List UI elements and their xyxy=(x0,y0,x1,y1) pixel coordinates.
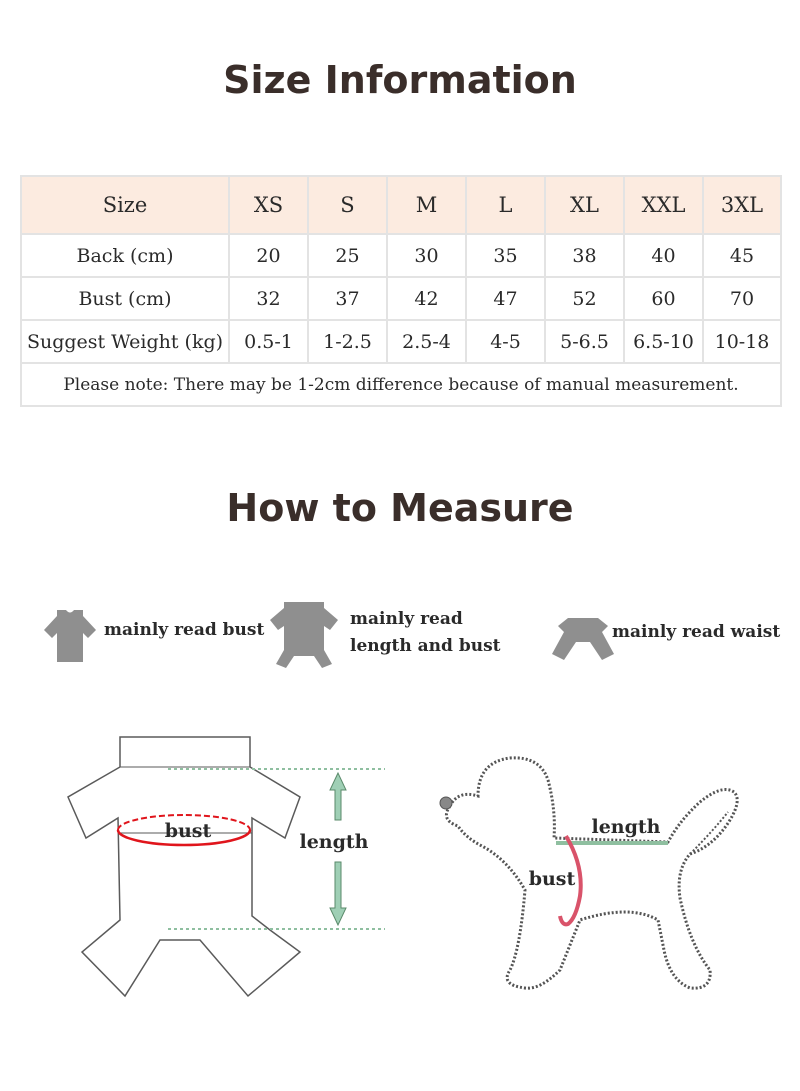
table-cell: 30 xyxy=(387,234,466,277)
header-cell: XS xyxy=(229,176,308,234)
legend-label-bust: mainly read bust xyxy=(104,620,265,640)
table-row xyxy=(21,234,781,277)
garment-length-label: length xyxy=(299,831,369,853)
header-cell: XXL xyxy=(624,176,703,234)
header-cell: L xyxy=(466,176,545,234)
table-row xyxy=(21,277,781,320)
table-cell: 60 xyxy=(624,277,703,320)
table-cell: 35 xyxy=(466,234,545,277)
table-cell: 20 xyxy=(229,234,308,277)
length-arrow-up xyxy=(330,773,346,820)
dog-length-label: length xyxy=(591,816,661,838)
dog-bust-label: bust xyxy=(528,868,576,890)
table-cell: 45 xyxy=(703,234,781,277)
jumpsuit-icon xyxy=(266,600,342,670)
table-cell: 37 xyxy=(308,277,387,320)
table-cell: 70 xyxy=(703,277,781,320)
table-cell: 1-2.5 xyxy=(308,320,387,363)
table-cell: 32 xyxy=(229,277,308,320)
garment-diagram xyxy=(68,737,385,996)
header-cell: S xyxy=(308,176,387,234)
legend-label-length-bust: mainly read length and bust xyxy=(350,609,501,656)
dog-nose-icon xyxy=(440,797,452,809)
vest-icon xyxy=(42,608,98,664)
note-row xyxy=(21,363,781,406)
legend-label-waist: mainly read waist xyxy=(612,622,781,642)
table-cell: 0.5-1 xyxy=(229,320,308,363)
header-cell: 3XL xyxy=(703,176,781,234)
garment-bust-label: bust xyxy=(164,820,212,842)
size-table xyxy=(20,175,782,407)
measurement-note: Please note: There may be 1-2cm difference because of manual measurement. xyxy=(21,363,781,406)
row-label: Bust (cm) xyxy=(21,277,229,320)
dog-diagram xyxy=(440,758,737,988)
measurement-diagrams xyxy=(0,720,800,1020)
table-cell: 42 xyxy=(387,277,466,320)
table-cell: 2.5-4 xyxy=(387,320,466,363)
table-cell: 52 xyxy=(545,277,624,320)
table-cell: 5-6.5 xyxy=(545,320,624,363)
length-arrow-down xyxy=(330,862,346,925)
header-cell: XL xyxy=(545,176,624,234)
table-cell: 6.5-10 xyxy=(624,320,703,363)
size-information-title: Size Information xyxy=(223,58,577,102)
dog-outline xyxy=(446,758,737,988)
header-cell: Size xyxy=(21,176,229,234)
header-cell: M xyxy=(387,176,466,234)
table-cell: 38 xyxy=(545,234,624,277)
row-label: Suggest Weight (kg) xyxy=(21,320,229,363)
how-to-measure-title: How to Measure xyxy=(226,486,574,530)
row-label: Back (cm) xyxy=(21,234,229,277)
table-cell: 10-18 xyxy=(703,320,781,363)
size-header-row xyxy=(21,176,781,234)
table-row xyxy=(21,320,781,363)
harness-icon xyxy=(550,616,616,664)
table-cell: 40 xyxy=(624,234,703,277)
garment-outline xyxy=(68,737,300,996)
table-cell: 47 xyxy=(466,277,545,320)
table-cell: 25 xyxy=(308,234,387,277)
table-cell: 4-5 xyxy=(466,320,545,363)
measure-legend xyxy=(0,596,800,676)
